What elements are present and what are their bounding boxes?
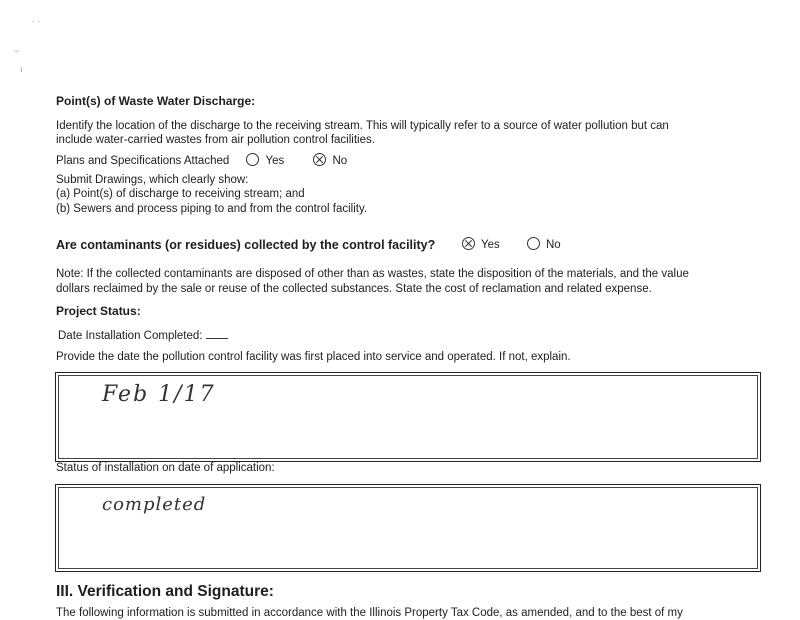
contaminants-question: Are contaminants (or residues) collected by the control facility? xyxy=(56,238,436,252)
contaminants-no-radio[interactable] xyxy=(527,237,540,250)
contaminants-note-1: Note: If the collected contaminants are disposed of other than as wastes, state the disposition of the materials, and the value xyxy=(56,268,689,280)
contaminants-no-label: No xyxy=(545,239,561,251)
verification-heading: III. Verification and Signature: xyxy=(56,583,274,600)
plans-yes-radio[interactable] xyxy=(246,153,259,166)
status-answer-handwriting: completed xyxy=(102,494,207,515)
scan-artifact: ı xyxy=(20,64,23,74)
contaminants-yes-label: Yes xyxy=(481,239,500,251)
waste-water-instruction-2: include water-carried wastes from air pollution control facilities. xyxy=(56,134,375,146)
waste-water-instruction-1: Identify the location of the discharge to the receiving stream. This will typically refer to a source of water pollution but can xyxy=(56,120,669,132)
date-completed-row xyxy=(58,329,228,343)
plans-label: Plans and Specifications Attached xyxy=(56,155,230,167)
scan-artifact: · · xyxy=(32,16,41,26)
status-label: Status of installation on date of application: xyxy=(56,462,275,474)
submit-drawings-line-1: Submit Drawings, which clearly show: xyxy=(56,174,249,186)
date-answer-handwriting: Feb 1/17 xyxy=(102,382,216,407)
project-status-heading: Project Status: xyxy=(56,304,141,318)
contaminants-yes-radio[interactable] xyxy=(462,237,475,250)
verification-text: The following information is submitted in accordance with the Illinois Property Tax Code, as amended, and to the best of my xyxy=(56,607,683,619)
plans-no-option[interactable] xyxy=(313,153,347,168)
plans-no-label: No xyxy=(332,155,348,167)
contaminants-yes-option[interactable] xyxy=(462,239,503,251)
contaminants-no-option[interactable] xyxy=(527,237,561,252)
waste-water-heading: Point(s) of Waste Water Discharge: xyxy=(56,94,256,108)
date-completed-blank[interactable] xyxy=(206,338,228,339)
contaminants-row xyxy=(56,238,435,252)
plans-no-radio[interactable] xyxy=(313,153,326,166)
submit-drawings-line-2: (a) Point(s) of discharge to receiving stream; and xyxy=(56,188,305,200)
contaminants-options xyxy=(462,237,561,252)
submit-drawings-line-3: (b) Sewers and process piping to and from the control facility. xyxy=(56,203,368,215)
plans-row xyxy=(56,153,347,168)
scan-artifact: ~ xyxy=(14,46,20,56)
contaminants-note-2: dollars reclaimed by the sale or reuse of the collected substances. State the cost of reclamation and related expense. xyxy=(56,283,652,295)
plans-yes-label: Yes xyxy=(265,155,285,167)
provide-date-text: Provide the date the pollution control facility was first placed into service and operated. If not, explain. xyxy=(56,351,571,363)
plans-yes-option[interactable] xyxy=(246,153,284,168)
date-completed-label: Date Installation Completed: xyxy=(58,330,203,342)
